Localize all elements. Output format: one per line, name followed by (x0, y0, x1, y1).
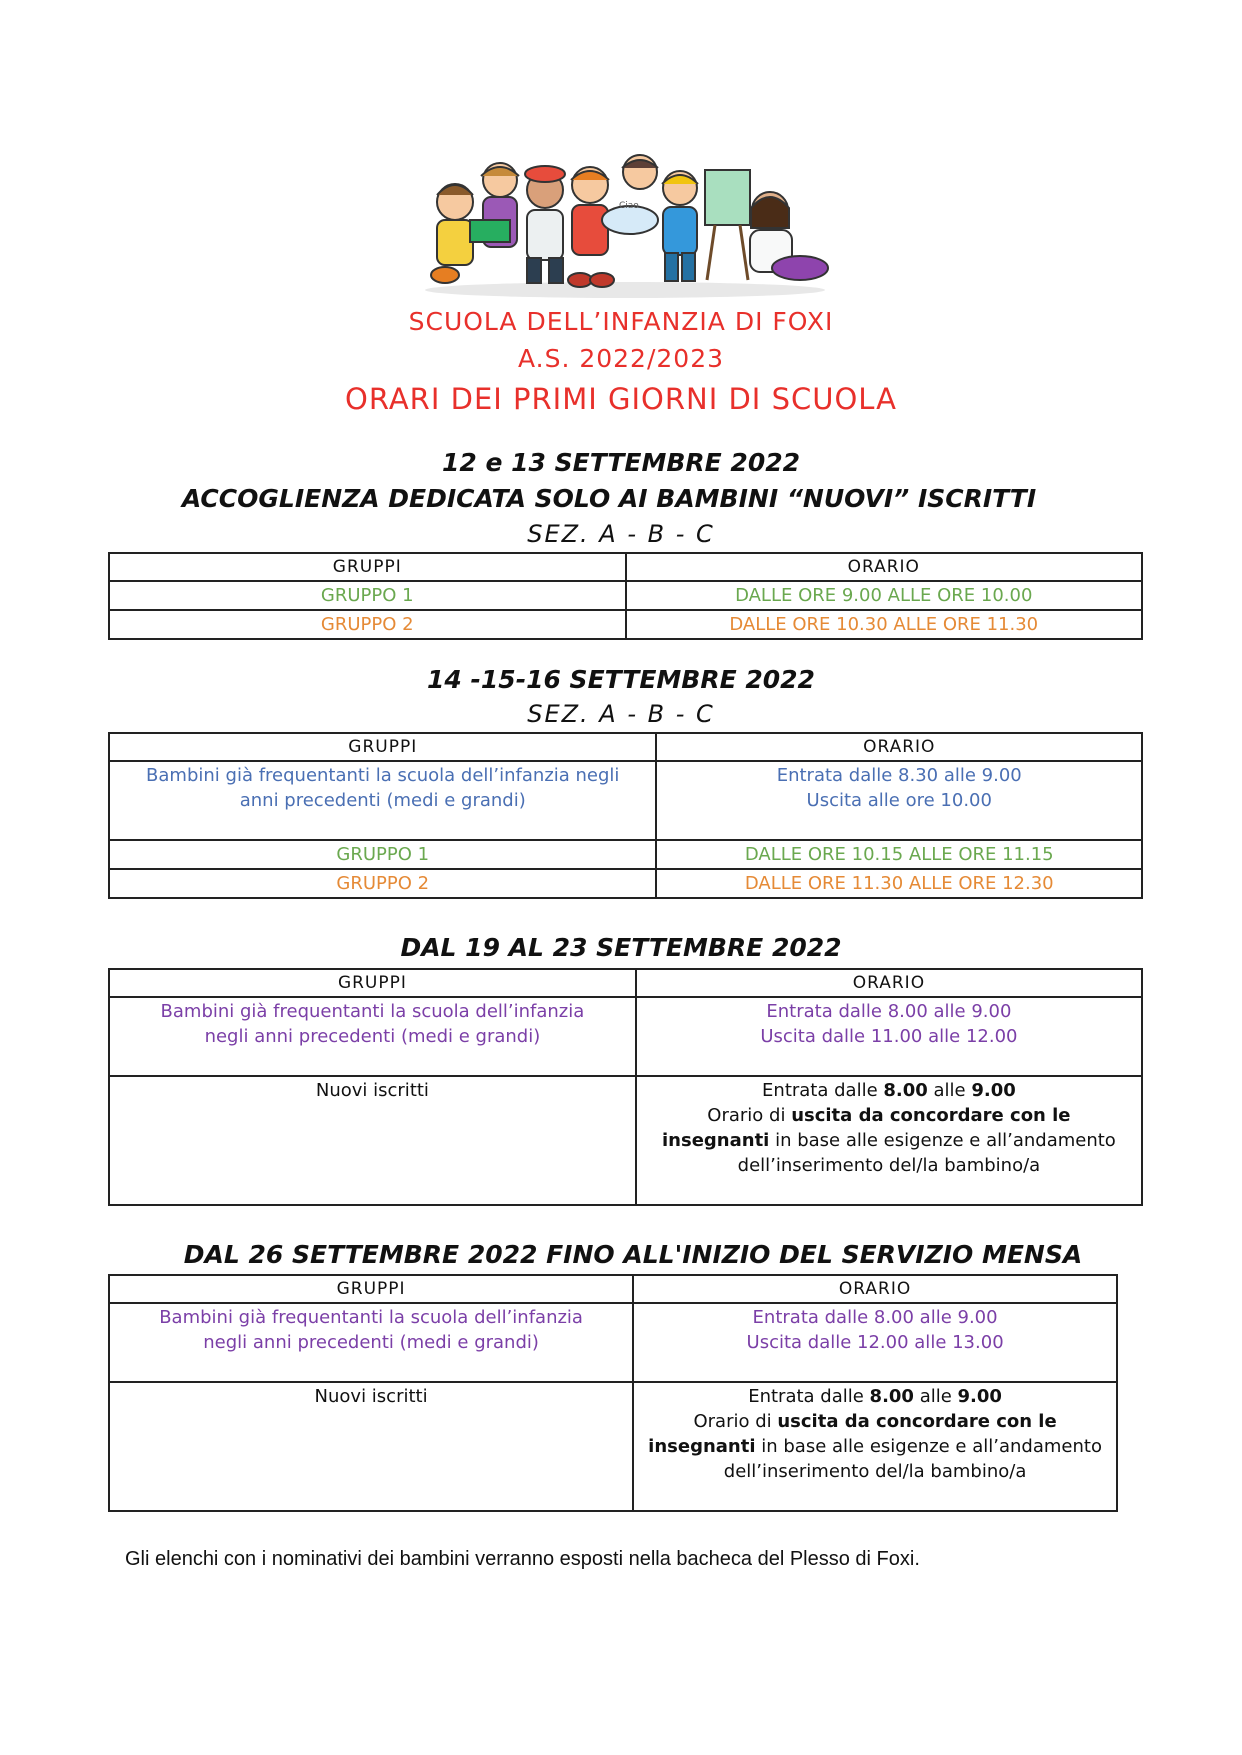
table-row (109, 1303, 1117, 1382)
group-cell: GRUPPO 1 (109, 581, 626, 610)
schedule-cell (636, 997, 1142, 1076)
section4-table (108, 1274, 1118, 1512)
group-cell: Nuovi iscritti (109, 1382, 633, 1511)
col-groups-header: GRUPPI (109, 1275, 633, 1303)
school-year: A.S. 2022/2023 (517, 344, 725, 373)
section3-table (108, 968, 1143, 1206)
group-cell: GRUPPO 1 (109, 840, 656, 869)
exit-time: Uscita alle ore 10.00 (806, 790, 992, 811)
schedule-cell (656, 761, 1142, 840)
col-schedule-header: ORARIO (633, 1275, 1117, 1303)
col-schedule-header: ORARIO (626, 553, 1143, 581)
group-cell: Bambini già frequentanti la scuola dell’infanzia negli anni precedenti (medi e grandi) (109, 1303, 633, 1382)
children-illustration (415, 150, 835, 300)
exit-time: Uscita dalle 12.00 alle 13.00 (746, 1332, 1004, 1353)
section1-table (108, 552, 1143, 640)
table-row (109, 840, 1142, 869)
schedule-cell: DALLE ORE 10.15 ALLE ORE 11.15 (656, 840, 1142, 869)
table-row (109, 610, 1142, 639)
table-row (109, 1076, 1142, 1205)
schedule-cell (636, 1076, 1142, 1205)
table-row (109, 1382, 1117, 1511)
entry-time: Entrata dalle 8.00 alle 9.00 (748, 1386, 1002, 1407)
table-row (109, 761, 1142, 840)
table-row (109, 997, 1142, 1076)
col-schedule-header: ORARIO (636, 969, 1142, 997)
footer-note: Gli elenchi con i nominativi dei bambini verranno esposti nella bacheca del Plesso di Foxi. (125, 1548, 920, 1570)
section1-sez: SEZ. A - B - C (527, 520, 715, 548)
section2-date: 14 -15-16 SETTEMBRE 2022 (427, 665, 815, 694)
schedule-cell (633, 1382, 1117, 1511)
table-row (109, 581, 1142, 610)
schedule-cell (633, 1303, 1117, 1382)
section1-subtitle: ACCOGLIENZA DEDICATA SOLO AI BAMBINI “NUOVI” ISCRITTI (181, 484, 1037, 513)
entry-time: Entrata dalle 8.00 alle 9.00 (766, 1001, 1012, 1022)
ciao-text: Ciao (619, 201, 639, 211)
group-cell: Bambini già frequentanti la scuola dell’infanzia negli anni precedenti (medi e grandi) (109, 997, 636, 1076)
schedule-cell: DALLE ORE 9.00 ALLE ORE 10.00 (626, 581, 1143, 610)
exit-time: Uscita dalle 11.00 alle 12.00 (760, 1026, 1018, 1047)
schedule-cell: DALLE ORE 11.30 ALLE ORE 12.30 (656, 869, 1142, 898)
group-cell: Bambini già frequentanti la scuola dell’infanzia negli anni precedenti (medi e grandi) (109, 761, 656, 840)
exit-note: Orario di uscita da concordare con le insegnanti in base alle esigenze e all’andamento dell’inserimento del/la bambino/a (648, 1411, 1102, 1482)
group-cell: Nuovi iscritti (109, 1076, 636, 1205)
section4-date: DAL 26 SETTEMBRE 2022 FINO ALL'INIZIO DEL SERVIZIO MENSA (183, 1240, 1083, 1269)
col-schedule-header: ORARIO (656, 733, 1142, 761)
col-groups-header: GRUPPI (109, 733, 656, 761)
group-cell: GRUPPO 2 (109, 869, 656, 898)
schedule-cell: DALLE ORE 10.30 ALLE ORE 11.30 (626, 610, 1143, 639)
exit-note: Orario di uscita da concordare con le insegnanti in base alle esigenze e all’andamento dell’inserimento del/la bambino/a (662, 1105, 1116, 1176)
entry-time: Entrata dalle 8.00 alle 9.00 (762, 1080, 1016, 1101)
section2-table (108, 732, 1143, 899)
section1-date: 12 e 13 SETTEMBRE 2022 (441, 448, 801, 477)
table-row (109, 869, 1142, 898)
page-title: ORARI DEI PRIMI GIORNI DI SCUOLA (345, 382, 897, 416)
entry-time: Entrata dalle 8.00 alle 9.00 (752, 1307, 998, 1328)
school-name: SCUOLA DELL’INFANZIA DI FOXI (408, 307, 834, 336)
col-groups-header: GRUPPI (109, 553, 626, 581)
section2-sez: SEZ. A - B - C (527, 700, 715, 728)
section3-date: DAL 19 AL 23 SETTEMBRE 2022 (400, 933, 842, 962)
col-groups-header: GRUPPI (109, 969, 636, 997)
entry-time: Entrata dalle 8.30 alle 9.00 (776, 765, 1022, 786)
group-cell: GRUPPO 2 (109, 610, 626, 639)
